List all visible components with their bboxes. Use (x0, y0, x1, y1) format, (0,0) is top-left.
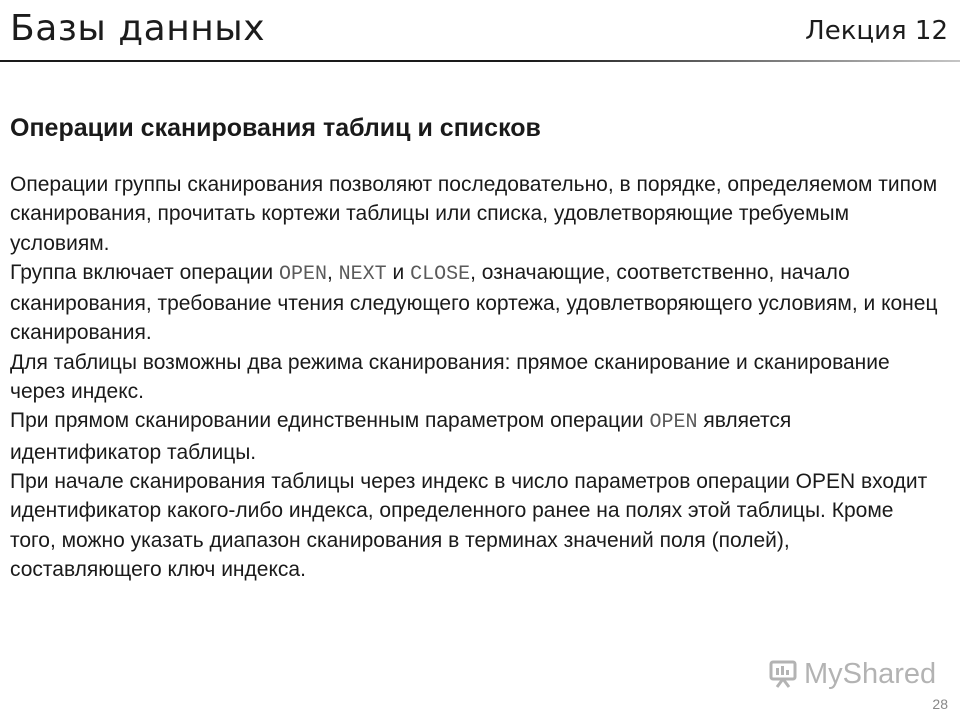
watermark-text: MyShared (804, 657, 937, 690)
presentation-board-icon (768, 659, 798, 689)
paragraph-scan-modes: Для таблицы возможны два режима сканирования: прямое сканирование и сканирование через индекс. (10, 350, 890, 404)
text-fragment: и (386, 260, 411, 284)
operation-next: NEXT (338, 262, 387, 286)
slide-body (10, 170, 945, 584)
header-divider (0, 60, 960, 62)
paragraph-operations (10, 258, 945, 348)
paragraph-direct-scan (10, 406, 945, 467)
paragraph-scan-group: Операции группы сканирования позволяют последовательно, в порядке, определяемом типом сканирования, прочитать кортежи таблицы или списка, удовлетворяющие требуемым условиям. (10, 173, 938, 255)
operation-open: OPEN (278, 262, 327, 286)
paragraph-index-scan: При начале сканирования таблицы через индекс в число параметров операции OPEN входит идентификатор какого-либо индекса, определенного ранее на полях этой таблицы. Кроме того, можно указать диапазон сканирования в терминах значений поля (полей), составляющего ключ индекса. (10, 469, 928, 581)
operation-close: CLOSE (410, 262, 471, 286)
lecture-label: Лекция 12 (805, 16, 948, 46)
operation-open: OPEN (649, 411, 698, 435)
text-fragment: При прямом сканировании единственным параметром операции (10, 409, 650, 433)
course-title: Базы данных (10, 8, 266, 49)
text-fragment: Группа включает операции (10, 260, 279, 284)
watermark (768, 654, 936, 694)
text-fragment: , (327, 260, 339, 284)
text-fragment: , означающие, соответственно, начало сканирования, требование чтения следующего кортежа, удовлетворяющего условиям, и конец сканирования. (10, 260, 938, 345)
text-fragment: является идентификатор таблицы. (10, 409, 792, 464)
page-number: 28 (932, 696, 948, 712)
slide-heading: Операции сканирования таблиц и списков (10, 114, 541, 142)
